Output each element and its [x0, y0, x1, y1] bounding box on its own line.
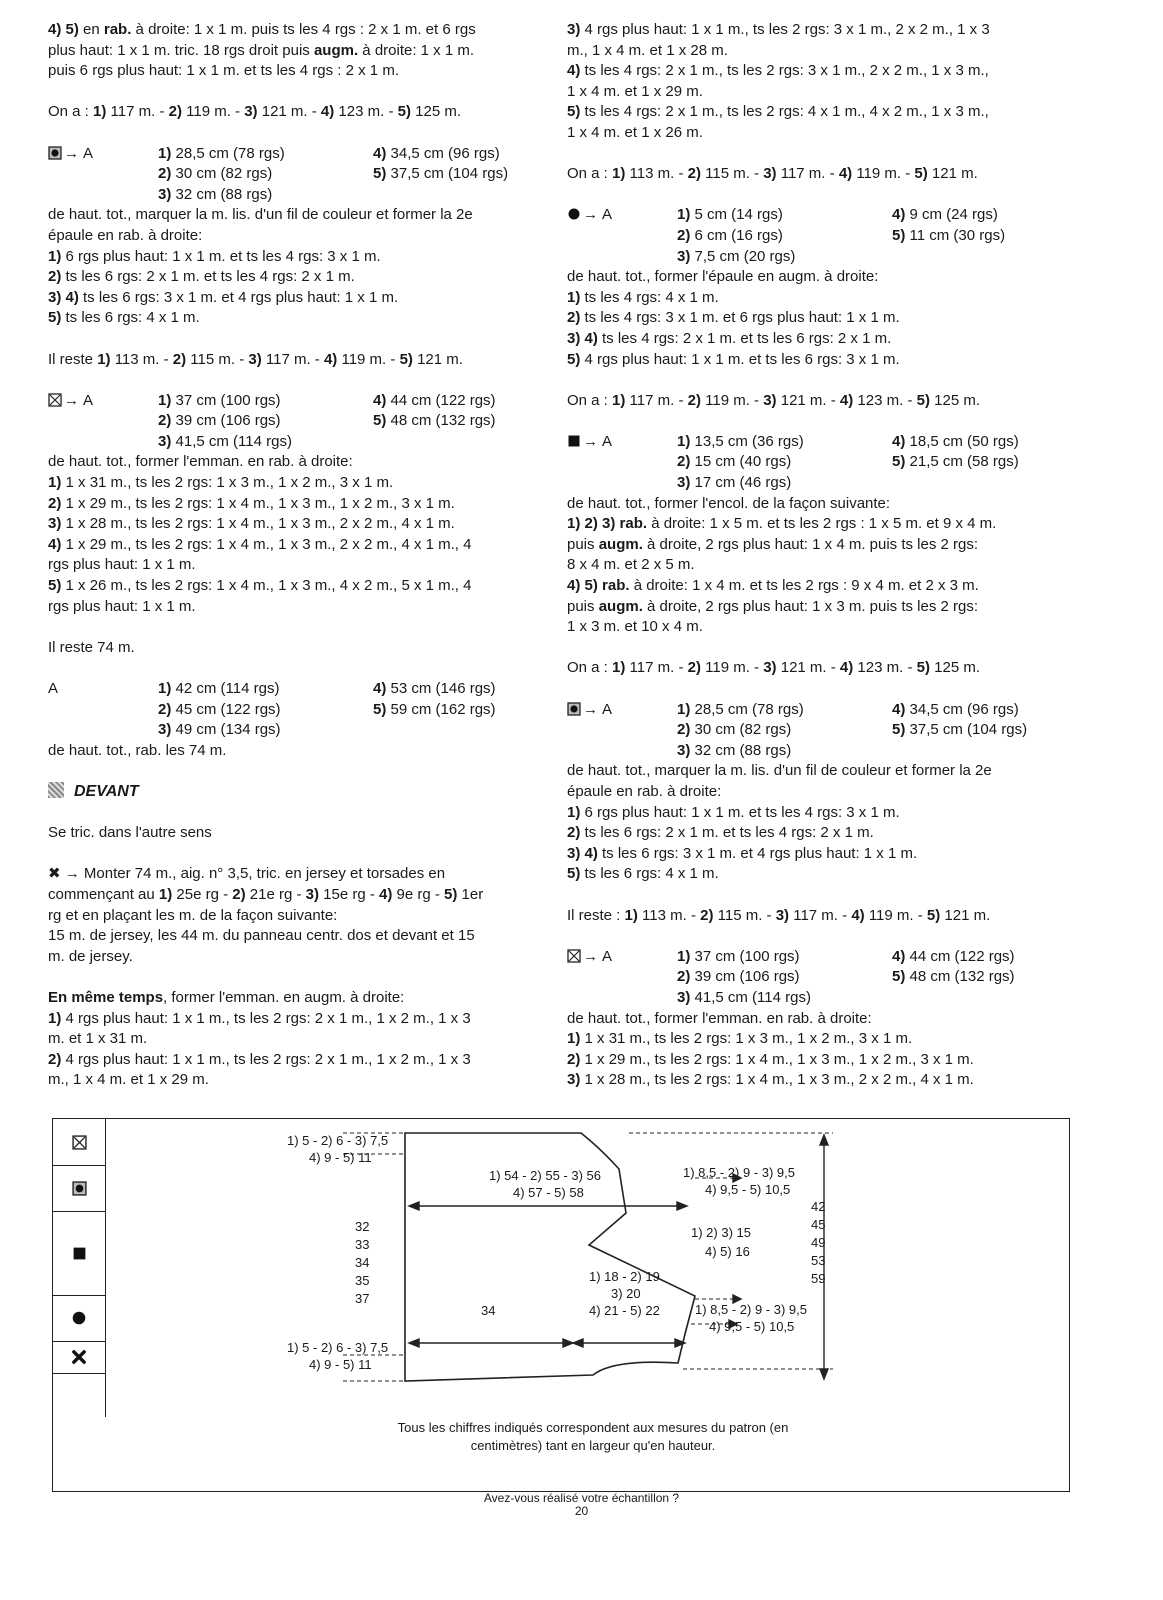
size-value	[892, 473, 1067, 494]
bottom-right-label-1: 1) 8,5 - 2) 9 - 3) 9,5	[695, 1302, 807, 1317]
neck-label-2: 4) 5) 16	[705, 1244, 750, 1259]
left-column	[48, 20, 548, 1111]
top-width-label-1: 1) 54 - 2) 55 - 3) 56	[489, 1168, 601, 1183]
caption-line-2: centimètres) tant en largeur qu'en hauteur.	[470, 1438, 716, 1453]
size-value: 4) 44 cm (122 rgs)	[892, 947, 1015, 965]
left-value: 34	[355, 1255, 370, 1270]
size-value: 2) 45 cm (122 rgs)	[158, 700, 281, 718]
size-block: → A 1) 13,5 cm (36 rgs) 4) 18,5 cm (50 rgs) 2) 15 cm (40 rgs) 5) 21,5 cm (58 rgs) 3) 17 cm (46 rgs) de haut. tot., former l'encol. de la façon suivante: 1) 2) 3) rab. à droite: 1 x 5 m. et ts les 2 rgs : 1 x 5 m. et 9 x 4 m. puis augm. à droite, 2 rgs plus haut: 1 x 4 m. puis ts les 2 rgs: 8 x 4 m. et 2 x 5 m. 4) 5) rab. à droite: 1 x 4 m. et ts les 2 rgs : 9 x 4 m. et 2 x 3 m. puis augm. à droite, 2 rgs plus haut: 1 x 3 m. puis ts les 2 rgs: 1 x 3 m. et 10 x 4 m.	[567, 432, 1065, 638]
size-block: → A 1) 28,5 cm (78 rgs) 4) 34,5 cm (96 rgs) 2) 30 cm (82 rgs) 5) 37,5 cm (104 rgs) 3) 32 cm (88 rgs) de haut. tot., marquer la m. lis. d'un fil de couleur et former la 2e épaule en rab. à droite: 1) 6 rgs plus haut: 1 x 1 m. et ts les 4 rgs: 3 x 1 m. 2) ts les 6 rgs: 2 x 1 m. et ts les 4 rgs: 2 x 1 m. 3) 4) ts les 6 rgs: 3 x 1 m. et 4 rgs plus haut: 1 x 1 m. 5) ts les 6 rgs: 4 x 1 m.	[48, 144, 548, 329]
instruction-paragraph: ✖ → Monter 74 m., aig. n° 3,5, tric. en jersey et torsades en commençant au 1) 25e rg - 2) 21e rg - 3) 15e rg - 4) 9e rg - 5) 1er rg et en plaçant les m. de la façon suivante: 15 m. de jersey, les 44 m. du panneau centr. dos et devant et 15 m. de jersey.	[48, 865, 484, 965]
top-width-label-2: 4) 57 - 5) 58	[513, 1185, 584, 1200]
schema-figure	[52, 1118, 1070, 1492]
size-block: → A 1) 37 cm (100 rgs) 4) 44 cm (122 rgs) 2) 39 cm (106 rgs) 5) 48 cm (132 rgs) 3) 41,5 cm (114 rgs) de haut. tot., former l'emman. en rab. à droite: 1) 1 x 31 m., ts les 2 rgs: 1 x 3 m., 1 x 2 m., 3 x 1 m. 2) 1 x 29 m., ts les 2 rgs: 1 x 4 m., 1 x 3 m., 1 x 2 m., 3 x 1 m. 3) 1 x 28 m., ts les 2 rgs: 1 x 4 m., 1 x 3 m., 2 x 2 m., 4 x 1 m.	[567, 947, 1065, 1091]
size-value: 5) 37,5 cm (104 rgs)	[892, 721, 1028, 739]
hatch-icon	[48, 782, 64, 798]
bottom-width-label: 34	[481, 1303, 496, 1318]
caption-line-1: Tous les chiffres indiqués correspondent aux mesures du patron (en	[397, 1420, 789, 1435]
bottom-left-label-1: 1) 5 - 2) 6 - 3) 7,5	[287, 1340, 389, 1355]
arrow-icon: →	[583, 700, 598, 718]
arrow-icon: →	[583, 432, 598, 450]
size-value: 1) 28,5 cm (78 rgs)	[158, 144, 285, 162]
top-right-label-2: 4) 9,5 - 5) 10,5	[705, 1182, 791, 1197]
height-value: 59	[811, 1271, 826, 1286]
instruction-paragraph: Il reste 1) 113 m. - 2) 115 m. - 3) 117 m. - 4) 119 m. - 5) 121 m.	[48, 350, 463, 368]
neck-label-1: 1) 2) 3) 15	[691, 1225, 751, 1240]
dot-square-icon	[567, 702, 581, 716]
size-value: 1) 37 cm (100 rgs)	[158, 391, 281, 409]
size-value: 3) 41,5 cm (114 rgs)	[677, 988, 811, 1006]
height-value: 42	[811, 1199, 826, 1214]
left-value: 32	[355, 1219, 370, 1234]
size-value	[373, 185, 548, 206]
size-value: 3) 49 cm (134 rgs)	[158, 721, 281, 739]
top-left-label-2: 4) 9 - 5) 11	[309, 1150, 372, 1165]
size-value: 1) 28,5 cm (78 rgs)	[677, 700, 804, 718]
size-value: 2) 39 cm (106 rgs)	[677, 968, 800, 986]
instruction-paragraph: On a : 1) 117 m. - 2) 119 m. - 3) 121 m. - 4) 123 m. - 5) 125 m.	[567, 391, 980, 409]
square-icon	[567, 434, 581, 448]
size-value	[373, 720, 548, 741]
size-value: 3) 17 cm (46 rgs)	[677, 474, 792, 492]
arrow-icon: →	[64, 144, 79, 162]
size-value	[892, 741, 1067, 762]
bottom-right-label-2: 4) 9,5 - 5) 10,5	[709, 1319, 795, 1334]
dot-icon	[567, 207, 581, 221]
size-value: 3) 41,5 cm (114 rgs)	[158, 432, 292, 450]
size-value: 1) 13,5 cm (36 rgs)	[677, 432, 804, 450]
size-value: 3) 7,5 cm (20 rgs)	[677, 247, 796, 265]
size-value: 2) 6 cm (16 rgs)	[677, 226, 783, 244]
footer-question: Avez-vous réalisé votre échantillon ?	[483, 1491, 680, 1505]
instruction-paragraph: On a : 1) 117 m. - 2) 119 m. - 3) 121 m. - 4) 123 m. - 5) 125 m.	[48, 103, 461, 121]
step-marker: → A	[48, 391, 158, 453]
size-block: → A 1) 5 cm (14 rgs) 4) 9 cm (24 rgs) 2) 6 cm (16 rgs) 5) 11 cm (30 rgs) 3) 7,5 cm (20 rgs) de haut. tot., former l'épaule en augm. à droite: 1) ts les 4 rgs: 4 x 1 m. 2) ts les 4 rgs: 3 x 1 m. et 6 rgs plus haut: 1 x 1 m. 3) 4) ts les 4 rgs: 2 x 1 m. et ts les 6 rgs: 2 x 1 m. 5) 4 rgs plus haut: 1 x 1 m. et ts les 6 rgs: 3 x 1 m.	[567, 205, 1065, 370]
dot-square-icon	[48, 146, 62, 160]
size-value: 2) 39 cm (106 rgs)	[158, 412, 281, 430]
left-value: 37	[355, 1291, 370, 1306]
size-value: 5) 11 cm (30 rgs)	[892, 226, 1006, 244]
size-value: 5) 48 cm (132 rgs)	[892, 968, 1015, 986]
x-square-icon	[567, 949, 581, 963]
size-value: 2) 30 cm (82 rgs)	[158, 165, 273, 183]
page-number: 20	[574, 1504, 589, 1518]
bottom-mid-label-2: 3) 20	[611, 1286, 641, 1301]
size-value: 1) 5 cm (14 rgs)	[677, 206, 783, 224]
size-block: → A 1) 28,5 cm (78 rgs) 4) 34,5 cm (96 rgs) 2) 30 cm (82 rgs) 5) 37,5 cm (104 rgs) 3) 32 cm (88 rgs) de haut. tot., marquer la m. lis. d'un fil de couleur et former la 2e épaule en rab. à droite: 1) 6 rgs plus haut: 1 x 1 m. et ts les 4 rgs: 3 x 1 m. 2) ts les 6 rgs: 2 x 1 m. et ts les 4 rgs: 2 x 1 m. 3) 4) ts les 6 rgs: 3 x 1 m. et 4 rgs plus haut: 1 x 1 m. 5) ts les 6 rgs: 4 x 1 m.	[567, 700, 1065, 885]
cross-symbol-icon: ✖	[48, 865, 61, 883]
size-value: 1) 42 cm (114 rgs)	[158, 680, 280, 697]
size-value: 4) 18,5 cm (50 rgs)	[892, 432, 1019, 450]
height-value: 53	[811, 1253, 826, 1268]
arrow-icon: →	[64, 391, 79, 409]
size-value: 4) 34,5 cm (96 rgs)	[892, 700, 1019, 718]
section-heading: DEVANT	[48, 782, 548, 803]
instruction-paragraph: 3) 4 rgs plus haut: 1 x 1 m., ts les 2 rgs: 3 x 1 m., 2 x 2 m., 1 x 3 m., 1 x 4 m. et 1 x 28 m. 4) ts les 4 rgs: 2 x 1 m., ts les 2 rgs: 3 x 1 m., 2 x 2 m., 1 x 3 m., 1 x 4 m. et 1 x 29 m. 5) ts les 4 rgs: 2 x 1 m., ts les 2 rgs: 4 x 1 m., 4 x 2 m., 1 x 3 m., 1 x 4 m. et 1 x 26 m.	[567, 21, 990, 141]
instruction-paragraph: Il reste : 1) 113 m. - 2) 115 m. - 3) 117 m. - 4) 119 m. - 5) 121 m.	[567, 906, 991, 924]
bottom-mid-label-3: 4) 21 - 5) 22	[589, 1303, 660, 1318]
size-value	[892, 247, 1067, 268]
instruction-paragraph: On a : 1) 117 m. - 2) 119 m. - 3) 121 m. - 4) 123 m. - 5) 125 m.	[567, 659, 980, 677]
size-value: 5) 21,5 cm (58 rgs)	[892, 453, 1019, 471]
arrow-icon: →	[583, 947, 598, 965]
instruction-paragraph: 4) 5) en rab. à droite: 1 x 1 m. puis ts les 4 rgs : 2 x 1 m. et 6 rgs plus haut: 1 x 1 m. tric. 18 rgs droit puis augm. à droite: 1 x 1 m. puis 6 rgs plus haut: 1 x 1 m. et ts les 4 rgs : 2 x 1 m.	[48, 21, 476, 80]
size-value: 5) 37,5 cm (104 rgs)	[373, 165, 509, 183]
size-value: 4) 34,5 cm (96 rgs)	[373, 144, 500, 162]
size-value	[892, 988, 1067, 1009]
size-value: 3) 32 cm (88 rgs)	[158, 185, 273, 203]
size-block: → A 1) 37 cm (100 rgs) 4) 44 cm (122 rgs) 2) 39 cm (106 rgs) 5) 48 cm (132 rgs) 3) 41,5 cm (114 rgs) de haut. tot., former l'emman. en rab. à droite: 1) 1 x 31 m., ts les 2 rgs: 1 x 3 m., 1 x 2 m., 3 x 1 m. 2) 1 x 29 m., ts les 2 rgs: 1 x 4 m., 1 x 3 m., 1 x 2 m., 3 x 1 m. 3) 1 x 28 m., ts les 2 rgs: 1 x 4 m., 1 x 3 m., 2 x 2 m., 4 x 1 m. 4) 1 x 29 m., ts les 2 rgs: 1 x 4 m., 1 x 3 m., 2 x 2 m., 4 x 1 m., 4 rgs plus haut: 1 x 1 m. 5) 1 x 26 m., ts les 2 rgs: 1 x 4 m., 1 x 3 m., 4 x 2 m., 5 x 1 m., 4 rgs plus haut: 1 x 1 m.	[48, 391, 548, 618]
size-value: 5) 48 cm (132 rgs)	[373, 412, 496, 430]
size-value: 4) 53 cm (146 rgs)	[373, 680, 496, 697]
top-left-label-1: 1) 5 - 2) 6 - 3) 7,5	[287, 1133, 389, 1148]
size-value	[373, 432, 548, 453]
arrow-icon: →	[583, 206, 598, 224]
right-column	[567, 20, 1065, 1111]
left-value: 33	[355, 1237, 370, 1252]
schema-caption	[333, 1419, 853, 1455]
bottom-mid-label-1: 1) 18 - 2) 19	[589, 1269, 660, 1284]
size-value: 3) 32 cm (88 rgs)	[677, 741, 792, 759]
instruction-paragraph: En même temps, former l'emman. en augm. à droite: 1) 4 rgs plus haut: 1 x 1 m., ts les 2 rgs: 2 x 1 m., 1 x 2 m., 1 x 3 m. et 1 x 31 m. 2) 4 rgs plus haut: 1 x 1 m., ts les 2 rgs: 2 x 1 m., 1 x 2 m., 1 x 3 m., 1 x 4 m. et 1 x 29 m.	[48, 988, 471, 1089]
step-marker: → A	[48, 144, 158, 206]
instruction-paragraph: Se tric. dans l'autre sens	[48, 824, 212, 842]
bottom-left-label-2: 4) 9 - 5) 11	[309, 1357, 372, 1372]
size-value: 5) 59 cm (162 rgs)	[373, 700, 496, 718]
schema-labels	[287, 1133, 825, 1372]
x-square-icon	[48, 393, 62, 407]
size-value: 2) 15 cm (40 rgs)	[677, 453, 792, 471]
size-value: 2) 30 cm (82 rgs)	[677, 721, 792, 739]
size-block: A 1) 42 cm (114 rgs) 4) 53 cm (146 rgs) 2) 45 cm (122 rgs) 5) 59 cm (162 rgs) 3) 49 cm (134 rgs) de haut. tot., rab. les 74 m.	[48, 679, 548, 761]
step-marker: A	[48, 680, 59, 697]
instruction-paragraph: Il reste 74 m.	[48, 638, 135, 656]
instruction-paragraph: On a : 1) 113 m. - 2) 115 m. - 3) 117 m. - 4) 119 m. - 5) 121 m.	[567, 165, 978, 183]
height-value: 45	[811, 1217, 826, 1232]
size-value: 4) 9 cm (24 rgs)	[892, 206, 998, 224]
page-footer	[0, 1492, 1163, 1518]
step-marker: → A	[567, 947, 677, 1009]
size-value: 4) 44 cm (122 rgs)	[373, 391, 496, 409]
top-right-label-1: 1) 8,5 - 2) 9 - 3) 9,5	[683, 1165, 795, 1180]
height-value: 49	[811, 1235, 826, 1250]
left-value: 35	[355, 1273, 370, 1288]
step-marker: → A	[567, 432, 677, 494]
step-marker: → A	[567, 700, 677, 762]
size-value: 1) 37 cm (100 rgs)	[677, 947, 800, 965]
pattern-schema	[53, 1119, 1069, 1419]
step-marker: → A	[567, 205, 677, 267]
